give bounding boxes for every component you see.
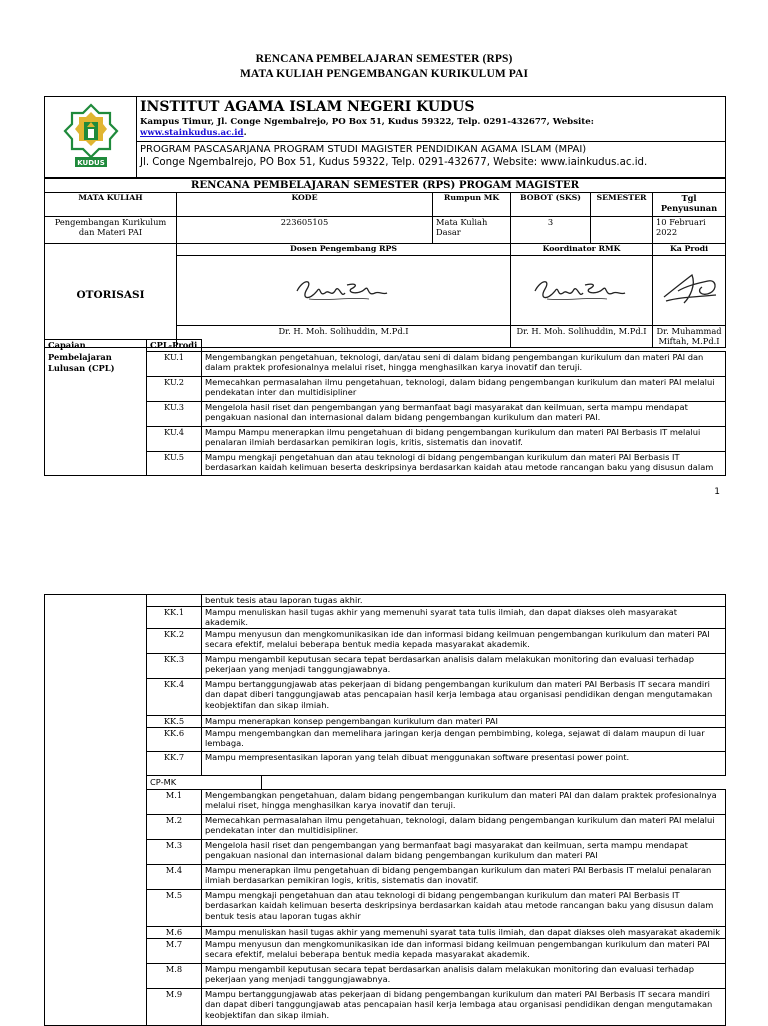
cpl-label: Capaian Pembelajaran Lulusan (CPL) bbox=[45, 340, 147, 476]
cpmk-text: Memecahkan permasalahan ilmu pengetahuan, teknologi, dalam bidang pengembangan kurikulum dan materi PAI melalui pendekatan inter dan multidisipliner. bbox=[202, 814, 726, 839]
cpmk-code: M.4 bbox=[147, 864, 202, 889]
role-dosen: Dosen Pengembang RPS bbox=[177, 244, 511, 256]
institution-header bbox=[44, 96, 726, 178]
cpmk-text: Mengembangkan pengetahuan, dalam bidang pengembangan kurikulum dan materi PAI dan dalam praktek profesionalnya melalui riset, hingga menghasilkan karya inovatif dan teruji. bbox=[202, 789, 726, 814]
kk-text: Mampu mengambil keputusan secara tepat berdasarkan analisis dalam melakukan monitoring dan evaluasi terhadap pekerjaan yang menjadi tanggungjawabnya. bbox=[202, 653, 726, 678]
cpl-subheader: CPL-Prodi bbox=[147, 340, 202, 352]
signature-dosen-image bbox=[289, 269, 399, 309]
cpl-code: KU.1 bbox=[147, 352, 202, 377]
document-title: RENCANA PEMBELAJARAN SEMESTER (RPS) bbox=[255, 53, 513, 65]
cpmk-text: Mampu mengambil keputusan secara tepat berdasarkan analisis dalam melakukan monitoring dan evaluasi terhadap pekerjaan yang menjadi tanggungjawabnya. bbox=[202, 963, 726, 988]
val-mata-kuliah: Pengembangan Kurikulum dan Materi PAI bbox=[45, 217, 177, 244]
cpl-text: Mampu Mampu menerapkan ilmu pengetahuan di bidang pengembangan kurikulum dan materi PAI Berbasis IT melalui penalaran ilmiah berdasarkan pemikiran logis, kritis, sistematis dan inovatif. bbox=[202, 427, 726, 452]
kk-code: KK.4 bbox=[147, 678, 202, 715]
cpmk-text: Mampu bertanggungjawab atas pekerjaan di bidang pengembangan kurikulum dan materi PAI Berbasis IT secara mandiri dan dapat diberi tanggungjawab atas pencapaian hasil kerja lembaga atau organisasi pendidikan dengan mengutamakan keobjektifan dan sikap ilmiah. bbox=[202, 988, 726, 1025]
kk-code: KK.1 bbox=[147, 607, 202, 629]
cpmk-code: M.9 bbox=[147, 988, 202, 1025]
cpmk-text: Mampu menerapkan ilmu pengetahuan di bidang pengembangan kurikulum dan materi PAI Berbasis IT melalui penalaran ilmiah berdasarkan pemikiran logis, kritis, sistematis dan inovatif. bbox=[202, 864, 726, 889]
kk-code: KK.6 bbox=[147, 727, 202, 751]
kk-text: Mampu menerapkan konsep pengembangan kurikulum dan materi PAI bbox=[202, 715, 726, 727]
val-semester bbox=[591, 217, 653, 244]
page-number: 1 bbox=[714, 487, 720, 497]
kk-code: KK.5 bbox=[147, 715, 202, 727]
program-name: PROGRAM PASCASARJANA PROGRAM STUDI MAGISTER PENDIDIKAN AGAMA ISLAM (MPAI) bbox=[140, 144, 587, 155]
cpl-text: Mampu mengkaji pengetahuan dan atau teknologi di bidang pengembangan kurikulum dan materi PAI Berbasis IT berdasarkan kaidah kelimuan beserta deskripsinya berdasarkan kaidah atau metode rancangan baku yang disusun dalam bbox=[202, 452, 726, 476]
cpl-code: KU.5 bbox=[147, 452, 202, 476]
cpmk-text: Mampu menyusun dan mengkomunikasikan ide dan informasi bidang keilmuan pengembangan kurikulum dan materi PAI secara efektif, melalui beberapa bentuk media kepada masyarakat akademik. bbox=[202, 938, 726, 963]
val-kode: 223605105 bbox=[177, 217, 433, 244]
cpmk-code: M.1 bbox=[147, 789, 202, 814]
logo-cell bbox=[45, 97, 137, 178]
institution-info: INSTITUT AGAMA ISLAM NEGERI KUDUS Kampus Timur, Jl. Conge Ngembalrejo, PO Box 51, Kudus 59322, Telp. 0291-432677, Website: www.stainkudus.ac.id. PROGRAM PASCASARJANA PROGRAM STUDI MAGISTER PENDIDIKAN AGAMA ISLAM (MPAI) Jl. Conge Ngembalrejo, PO Box 51, Kudus 59322, Telp. 0291-432677, Website: www.iainkudus.ac.id. bbox=[137, 97, 726, 178]
col-tgl: Tgl Penyusunan bbox=[653, 193, 726, 217]
role-kaprodi: Ka Prodi bbox=[653, 244, 726, 256]
col-bobot: BOBOT (SKS) bbox=[511, 193, 591, 217]
signature-dosen bbox=[177, 256, 511, 326]
otorisasi-label: OTORISASI bbox=[45, 244, 177, 348]
kk-text: Mampu mempresentasikan laporan yang telah dibuat menggunakan software presentasi power point. bbox=[202, 751, 726, 775]
cpl-code: KU.3 bbox=[147, 402, 202, 427]
rps-info-table bbox=[44, 178, 726, 348]
institution-name: INSTITUT AGAMA ISLAM NEGERI KUDUS bbox=[140, 99, 475, 115]
cpmk-label: CP-MK bbox=[147, 775, 262, 789]
name-dosen: Dr. H. Moh. Solihuddin, M.Pd.I bbox=[177, 326, 511, 348]
rps-heading: RENCANA PEMBELAJARAN SEMESTER (RPS) PROGAM MAGISTER bbox=[45, 179, 726, 193]
kk-code: KK.7 bbox=[147, 751, 202, 775]
val-tgl: 10 Februari 2022 bbox=[653, 217, 726, 244]
cpmk-code: M.8 bbox=[147, 963, 202, 988]
kk-text: Mampu mengembangkan dan memelihara jaringan kerja dengan pembimbing, kolega, sejawat di dalam maupun di luar lembaga. bbox=[202, 727, 726, 751]
cpl-continuation-table bbox=[44, 594, 726, 1026]
kk-code: KK.2 bbox=[147, 628, 202, 653]
cpl-table bbox=[44, 339, 726, 476]
kk-text: Mampu menuliskan hasil tugas akhir yang memenuhi syarat tata tulis ilmiah, dan dapat diakses oleh masyarakat akademik. bbox=[202, 607, 726, 629]
kk-text: Mampu menyusun dan mengkomunikasikan ide dan informasi bidang keilmuan pengembangan kurikulum dan materi PAI secara efektif, melalui beberapa bentuk media kepada masyarakat akademik. bbox=[202, 628, 726, 653]
document-subtitle: MATA KULIAH PENGEMBANGAN KURIKULUM PAI bbox=[239, 68, 529, 80]
cpmk-code: M.2 bbox=[147, 814, 202, 839]
kk-text: Mampu bertanggungjawab atas pekerjaan di bidang pengembangan kurikulum dan materi PAI Berbasis IT secara mandiri dan dapat diberi tanggungjawab atas pencapaian hasil kerja lembaga atau organisasi pendidikan dengan mengutamakan keobjektifan dan sikap ilmiah. bbox=[202, 678, 726, 715]
col-semester: SEMESTER bbox=[591, 193, 653, 217]
website-link[interactable]: www.stainkudus.ac.id bbox=[140, 128, 244, 138]
cpl-code: KU.4 bbox=[147, 427, 202, 452]
cpmk-text: Mampu menuliskan hasil tugas akhir yang memenuhi syarat tata tulis ilmiah, dan dapat diakses oleh masyarakat akademik bbox=[202, 926, 726, 938]
cpl-code: KU.2 bbox=[147, 377, 202, 402]
cpl-text: Mengelola hasil riset dan pengembangan yang bermanfaat bagi masyarakat dan keilmuan, serta mampu mendapat pengakuan nasional dan internasional dalam bidang pengembangan kurikulum dan materi PAI. bbox=[202, 402, 726, 427]
signature-koordinator bbox=[511, 256, 653, 326]
signature-kaprodi-image bbox=[656, 267, 726, 311]
cpmk-text: Mampu mengkaji pengetahuan dan atau teknologi di bidang pengembangan kurikulum dan materi PAI Berbasis IT berdasarkan kaidah kelimuan beserta deskripsinya berdasarkan kaidah atau metode rancangan baku yang disusun dalam bentuk tesis atau laporan tugas akhir bbox=[202, 889, 726, 926]
cpl-text: Mengembangkan pengetahuan, teknologi, dan/atau seni di dalam bidang pengembangan kurikulum dan materi PAI dan dalam praktek profesionalnya melalui riset, hingga menghasilkan karya inovatif dan teruji. bbox=[202, 352, 726, 377]
continuation-text: bentuk tesis atau laporan tugas akhir. bbox=[202, 595, 726, 607]
val-rumpun: Mata Kuliah Dasar bbox=[433, 217, 511, 244]
role-koordinator: Koordinator RMK bbox=[511, 244, 653, 256]
col-kode: KODE bbox=[177, 193, 433, 217]
svg-text:KUDUS: KUDUS bbox=[76, 158, 105, 167]
kk-code: KK.3 bbox=[147, 653, 202, 678]
name-koordinator: Dr. H. Moh. Solihuddin, M.Pd.I bbox=[511, 326, 653, 348]
program-address: Jl. Conge Ngembalrejo, PO Box 51, Kudus 59322, Telp. 0291-432677, Website: www.iainkudus.ac.id. bbox=[140, 157, 648, 168]
signature-kaprodi bbox=[653, 256, 726, 326]
cpmk-code: M.6 bbox=[147, 926, 202, 938]
iain-kudus-logo bbox=[61, 101, 121, 171]
col-rumpun: Rumpun MK bbox=[433, 193, 511, 217]
cpmk-code: M.3 bbox=[147, 839, 202, 864]
name-kaprodi: Dr. Muhammad Miftah, M.Pd.I bbox=[653, 326, 726, 348]
cpmk-code: M.5 bbox=[147, 889, 202, 926]
cpmk-text: Mengelola hasil riset dan pengembangan yang bermanfaat bagi masyarakat dan keilmuan, serta mampu mendapat pengakuan nasional dan internasional dalam bidang pengembangan kurikulum dan materi PAI bbox=[202, 839, 726, 864]
cpmk-code: M.7 bbox=[147, 938, 202, 963]
val-bobot: 3 bbox=[511, 217, 591, 244]
cpl-text: Memecahkan permasalahan ilmu pengetahuan, teknologi, dalam bidang pengembangan kurikulum dan materi PAI melalui pendekatan inter dan multidisipliner bbox=[202, 377, 726, 402]
institution-address: Kampus Timur, Jl. Conge Ngembalrejo, PO Box 51, Kudus 59322, Telp. 0291-432677, Website: bbox=[140, 117, 594, 127]
col-mata-kuliah: MATA KULIAH bbox=[45, 193, 177, 217]
signature-koordinator-image bbox=[527, 269, 637, 309]
